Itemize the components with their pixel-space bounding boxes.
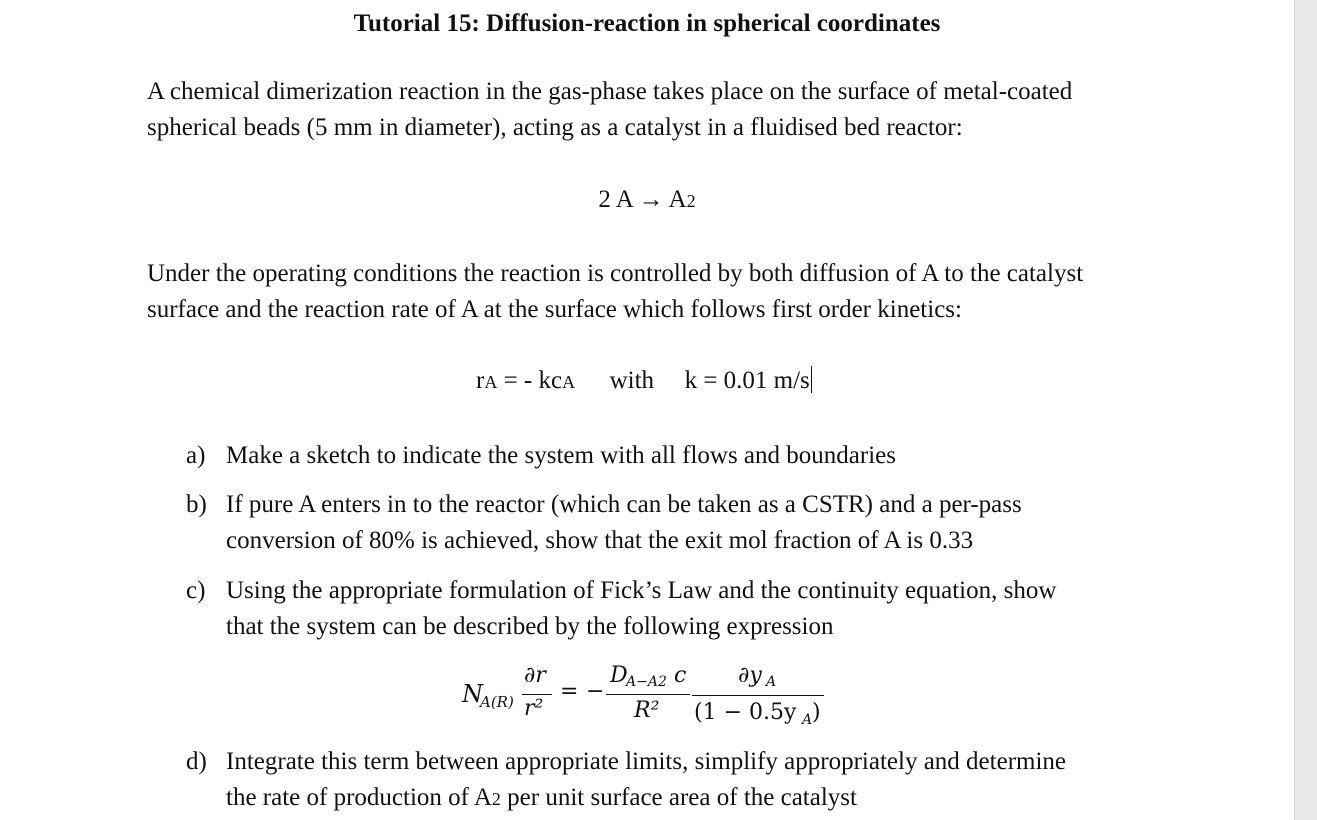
- rate-constant: k = 0.01 m/s: [684, 367, 810, 394]
- text-cursor: [811, 366, 812, 393]
- question-b: [186, 487, 1166, 559]
- eq-fraction-bar-3: [692, 695, 824, 696]
- question-text-line-1: Using the appropriate formulation of Fick’s Law and the continuity equation, show: [226, 577, 1057, 604]
- conditions-line-1: Under the operating conditions the reaction is controlled by both diffusion of A to the catalyst: [147, 260, 1084, 287]
- question-text-line-2: that the system can be described by the following expression: [226, 613, 834, 640]
- eq-minus: −: [586, 679, 605, 704]
- question-text-line-2: [226, 780, 1166, 817]
- reaction-rhs: A: [668, 186, 687, 213]
- question-label: d): [186, 748, 207, 775]
- eq-flux-symbol: N: [462, 680, 483, 708]
- vertical-scrollbar[interactable]: [1294, 0, 1317, 820]
- question-label: c): [186, 577, 206, 604]
- eq-concentration: c: [674, 663, 687, 688]
- eq-denominator-subscript: A: [802, 712, 813, 728]
- question-label: b): [186, 491, 207, 518]
- eq-equals: =: [560, 679, 579, 704]
- rate-with: with: [609, 367, 655, 394]
- reaction-lhs: 2 A: [598, 186, 633, 213]
- eq-fraction-bar-2: [606, 694, 690, 695]
- question-d: [186, 744, 1166, 817]
- intro-line-1: A chemical dimerization reaction in the gas-phase takes place on the surface of metal-coated: [147, 78, 1073, 105]
- eq-flux-subscript: A(R): [480, 693, 514, 711]
- page-title: Tutorial 15: Diffusion-reaction in spherical coordinates: [353, 10, 941, 37]
- eq-dyA-subscript: A: [766, 674, 777, 690]
- conditions-paragraph: [147, 256, 1157, 328]
- reaction-arrow: →: [638, 186, 664, 213]
- eq-dyA: ∂y: [738, 663, 762, 688]
- intro-line-2: spherical beads (5 mm in diameter), acting as a catalyst in a fluidised bed reactor:: [147, 114, 963, 141]
- question-c: [186, 573, 1166, 645]
- question-label: a): [186, 442, 206, 469]
- intro-paragraph: [147, 74, 1157, 146]
- question-text-line-1: If pure A enters in to the reactor (which can be taken as a CSTR) and a per-pass: [226, 491, 1022, 518]
- eq-denominator-close: ): [812, 700, 821, 725]
- question-text-post: per unit surface area of the catalyst: [500, 784, 857, 811]
- question-text-subscript: 2: [491, 789, 501, 809]
- rate-subscript: A: [484, 372, 498, 392]
- eq-fraction-bar-1: [522, 694, 552, 695]
- eq-denominator: (1 − 0.5y: [694, 700, 797, 725]
- flux-equation: [460, 660, 840, 730]
- rate-expression: = - kc: [497, 367, 563, 394]
- question-text: Make a sketch to indicate the system with all flows and boundaries: [226, 442, 896, 469]
- eq-dr: ∂r: [524, 663, 546, 688]
- question-text-pre: the rate of production of A: [226, 784, 492, 811]
- concentration-subscript: A: [562, 372, 576, 392]
- eq-diffusivity-subscript: A−A2: [626, 674, 667, 690]
- eq-R-squared: R²: [634, 698, 660, 723]
- question-text-line-2: conversion of 80% is achieved, show that the exit mol fraction of A is 0.33: [226, 527, 974, 554]
- eq-diffusivity: D: [610, 663, 628, 688]
- rate-symbol: r: [476, 367, 485, 394]
- reaction-rhs-subscript: 2: [686, 191, 696, 211]
- rate-law: [476, 366, 812, 395]
- question-a: [186, 438, 1166, 474]
- eq-r-squared: r²: [524, 696, 544, 721]
- conditions-line-2: surface and the reaction rate of A at the surface which follows first order kinetics:: [147, 296, 962, 323]
- reaction-equation: [0, 186, 1294, 214]
- question-text-line-1: Integrate this term between appropriate limits, simplify appropriately and determine: [226, 748, 1067, 775]
